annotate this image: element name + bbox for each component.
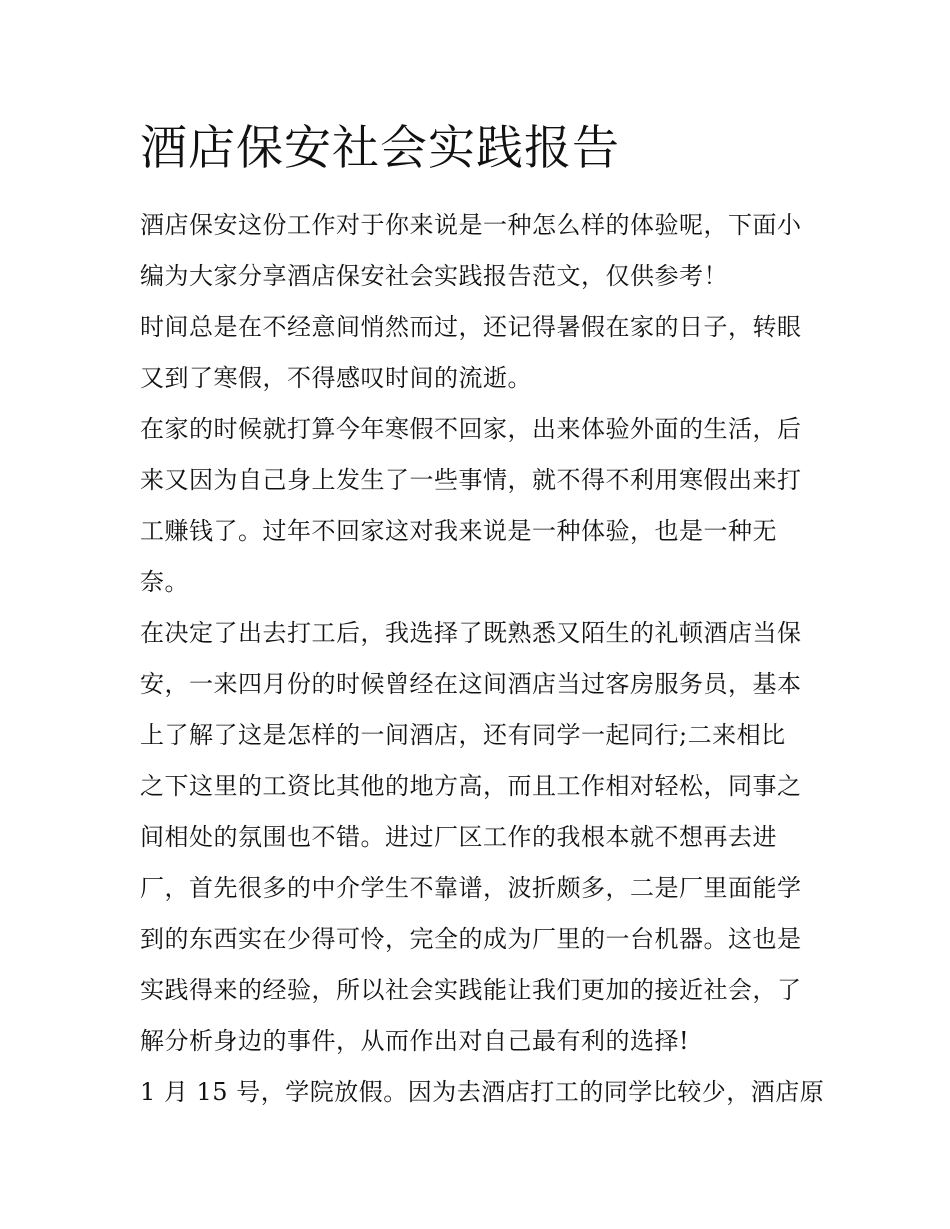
text-line: 在决定了出去打工后，我选择了既熟悉又陌生的礼顿酒店当保 [140, 619, 802, 647]
text-line: 编为大家分享酒店保安社会实践报告范文，仅供参考！ [140, 262, 728, 290]
text-line: 又到了寒假，不得感叹时间的流逝。 [140, 364, 532, 392]
text-line: 工赚钱了。过年不回家这对我来说是一种体验，也是一种无 [140, 517, 777, 545]
text-line: 在家的时候就打算今年寒假不回家，出来体验外面的生活，后 [140, 415, 802, 443]
text-line: 间相处的氛围也不错。进过厂区工作的我根本就不想再去进 [140, 823, 777, 851]
text-line: 奈。 [140, 568, 189, 596]
text-line: 1 月 15 号，学院放假。因为去酒店打工的同学比较少，酒店原 [140, 1078, 825, 1106]
text-line: 酒店保安这份工作对于你来说是一种怎么样的体验呢，下面小 [140, 211, 802, 239]
document-title: 酒店保安社会实践报告 [140, 121, 620, 176]
text-line: 安，一来四月份的时候曾经在这间酒店当过客房服务员，基本 [140, 670, 802, 698]
text-line: 来又因为自己身上发生了一些事情，就不得不利用寒假出来打 [140, 466, 802, 494]
text-line: 厂，首先很多的中介学生不靠谱，波折颇多，二是厂里面能学 [140, 874, 802, 902]
text-line: 解分析身边的事件，从而作出对自己最有利的选择! [140, 1027, 690, 1055]
text-line: 实践得来的经验，所以社会实践能让我们更加的接近社会，了 [140, 976, 802, 1004]
text-line: 之下这里的工资比其他的地方高，而且工作相对轻松，同事之 [140, 772, 802, 800]
text-line: 时间总是在不经意间悄然而过，还记得暑假在家的日子，转眼 [140, 313, 802, 341]
text-line: 上了解了这是怎样的一间酒店，还有同学一起同行;二来相比 [140, 721, 786, 749]
document-body [140, 200, 825, 1118]
text-line: 到的东西实在少得可怜，完全的成为厂里的一台机器。这也是 [140, 925, 802, 953]
